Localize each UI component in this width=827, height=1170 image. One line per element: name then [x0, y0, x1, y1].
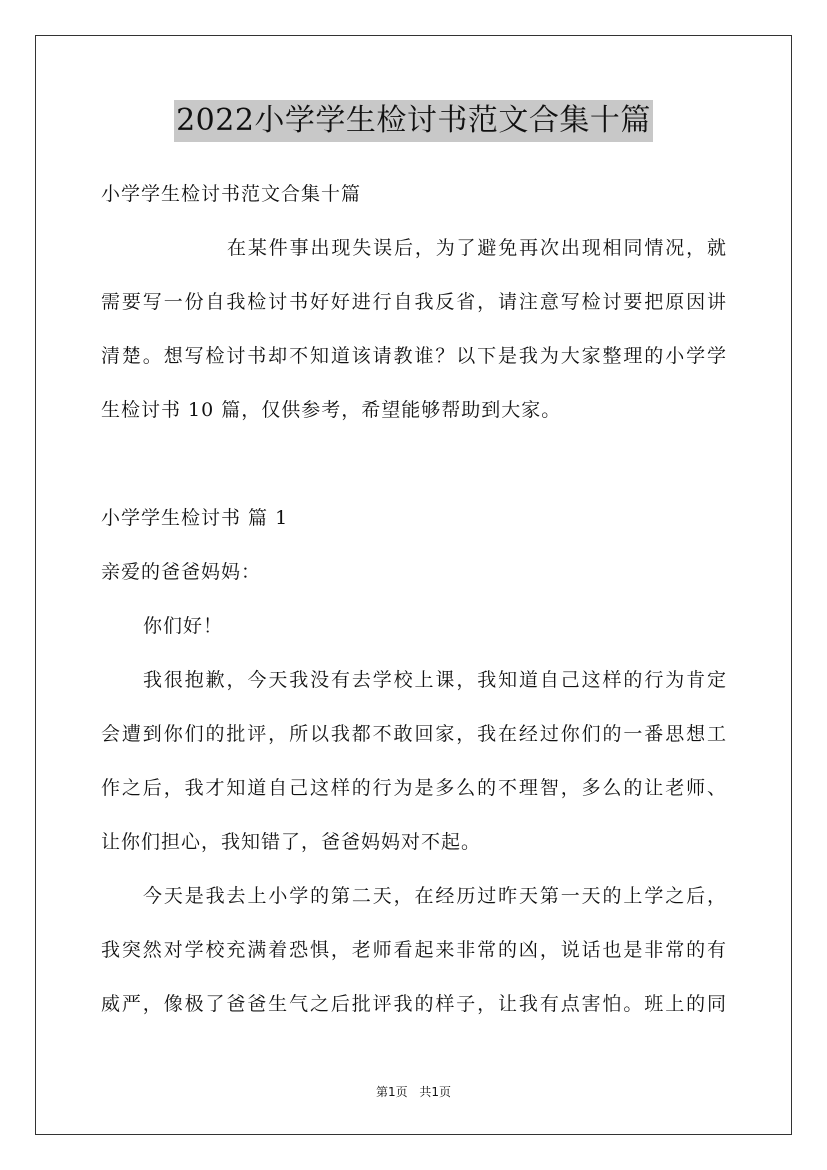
- section-heading: 小学学生检讨书 篇 1: [101, 507, 289, 529]
- subtitle: 小学学生检讨书范文合集十篇: [101, 183, 362, 205]
- paragraph-line: 让你们担心，我知错了，爸爸妈妈对不起。: [101, 831, 482, 853]
- paragraph-line: 今天是我去上小学的第二天，在经历过昨天第一天的上学之后，: [143, 885, 727, 907]
- greeting: 你们好！: [143, 615, 224, 637]
- blank-line: [101, 442, 727, 496]
- paragraph-line: 我突然对学校充满着恐惧，老师看起来非常的凶，说话也是非常的有: [101, 939, 727, 961]
- paragraph-line: 威严，像极了爸爸生气之后批评我的样子，让我有点害怕。班上的同: [101, 993, 727, 1015]
- document-body: [101, 172, 727, 1036]
- page-footer: [0, 1083, 827, 1100]
- title-area: [0, 100, 827, 142]
- intro-line: 在某件事出现失误后，为了避免再次出现相同情况，就: [227, 237, 727, 259]
- intro-line: 需要写一份自我检讨书好好进行自我反省，请注意写检讨要把原因讲: [101, 291, 727, 313]
- page-total: 共1页: [419, 1085, 452, 1099]
- paragraph-line: 我很抱歉，今天我没有去学校上课，我知道自己这样的行为肯定: [143, 669, 727, 691]
- page-number: 第1页: [375, 1085, 408, 1099]
- intro-line: 清楚。想写检讨书却不知道该请教谁？以下是我为大家整理的小学学: [101, 345, 727, 367]
- salutation: 亲爱的爸爸妈妈：: [101, 561, 262, 583]
- paragraph-line: 会遭到你们的批评，所以我都不敢回家，我在经过你们的一番思想工: [101, 723, 727, 745]
- paragraph-line: 作之后，我才知道自己这样的行为是多么的不理智，多么的让老师、: [101, 777, 727, 799]
- intro-line: 生检讨书 10 篇，仅供参考，希望能够帮助到大家。: [101, 399, 562, 421]
- document-title: 2022小学学生检讨书范文合集十篇: [174, 100, 653, 142]
